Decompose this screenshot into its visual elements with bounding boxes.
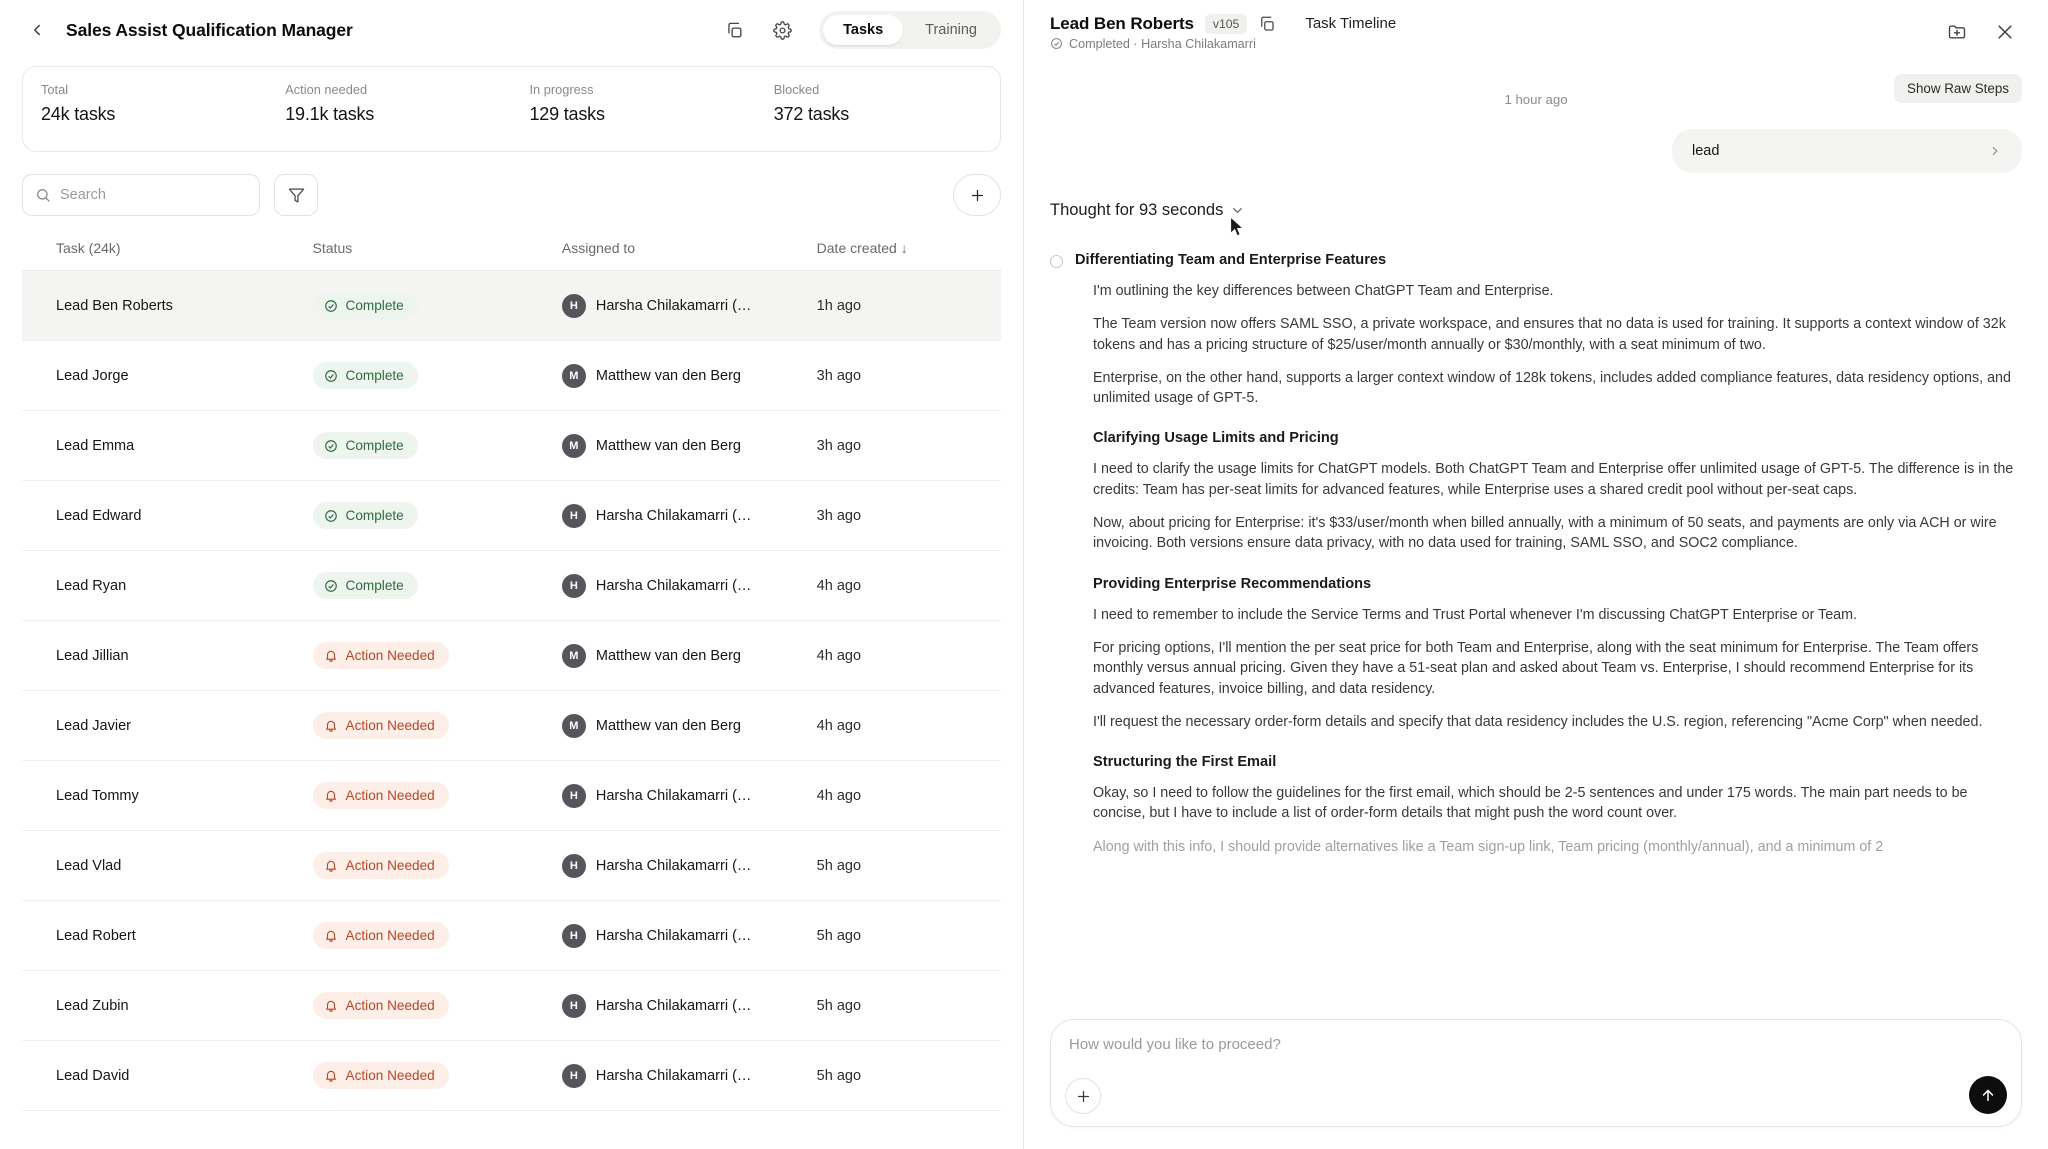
cell-task: Lead Jillian xyxy=(22,621,313,691)
column-header-date[interactable]: Date created ↓ xyxy=(817,230,1001,271)
stat-in-progress xyxy=(512,67,756,151)
cell-date xyxy=(817,971,1001,1041)
filter-icon[interactable] xyxy=(274,174,318,216)
conversation-timestamp: 1 hour ago xyxy=(1504,92,1568,107)
date-created: 1h ago xyxy=(816,297,862,314)
date-created: 4h ago xyxy=(816,577,862,594)
detail-header xyxy=(1024,0,2048,64)
table-row[interactable] xyxy=(22,411,1001,481)
table-row[interactable] xyxy=(22,341,1001,411)
detail-title-line xyxy=(1050,14,1396,34)
search-icon xyxy=(35,187,51,203)
step-heading-text: Differentiating Team and Enterprise Features xyxy=(1075,252,1387,268)
assignee-name: Harsha Chilakamarri (… xyxy=(595,927,752,944)
date-created: 3h ago xyxy=(816,507,862,524)
date-created: 5h ago xyxy=(816,927,862,944)
column-header-assigned[interactable]: Assigned to xyxy=(562,230,817,271)
cell-status xyxy=(313,551,562,621)
table-row[interactable] xyxy=(22,621,1001,691)
search-box[interactable] xyxy=(22,174,260,216)
avatar: M xyxy=(562,364,586,388)
assignee-name: Matthew van den Berg xyxy=(595,717,741,734)
cell-date xyxy=(817,831,1001,901)
column-header-status[interactable]: Status xyxy=(313,230,562,271)
plus-icon[interactable] xyxy=(1065,1078,1101,1114)
task-detail-pane xyxy=(1024,0,2048,1149)
stat-action-needed xyxy=(267,67,511,151)
status-badge: Action Needed xyxy=(313,712,449,739)
step-heading: Structuring the First Email xyxy=(1093,754,1277,771)
cell-date xyxy=(817,271,1001,341)
add-task-button[interactable] xyxy=(953,174,1001,216)
detail-status xyxy=(1050,37,1396,51)
bell-icon xyxy=(324,928,339,943)
assignee xyxy=(562,644,817,668)
date-created: 5h ago xyxy=(816,857,862,874)
cell-task: Lead Tommy xyxy=(22,761,313,831)
cell-assignee xyxy=(562,691,817,761)
assignee xyxy=(562,574,817,598)
avatar: H xyxy=(562,994,586,1018)
status-badge: Complete xyxy=(313,292,418,319)
step-heading: Providing Enterprise Recommendations xyxy=(1093,575,1372,592)
cell-task: Lead Emma xyxy=(22,411,313,481)
tasks-table-scroll[interactable] xyxy=(0,230,1023,1149)
step-paragraph: I need to remember to include the Service Terms and Trust Portal whenever I'm discussing ChatGPT Enterprise or Team. xyxy=(1093,606,1857,623)
avatar: M xyxy=(562,714,586,738)
assignee-name: Matthew van den Berg xyxy=(595,437,741,454)
date-created: 3h ago xyxy=(816,437,862,454)
avatar: H xyxy=(562,294,586,318)
user-message-bubble[interactable] xyxy=(1672,129,2022,173)
assignee-name: Harsha Chilakamarri (… xyxy=(595,507,752,524)
date-created: 4h ago xyxy=(816,717,862,734)
detail-title: Lead Ben Roberts xyxy=(1050,13,1194,33)
bell-icon xyxy=(324,648,339,663)
stat-value: 19.1k tasks xyxy=(285,104,375,124)
cell-status xyxy=(313,691,562,761)
step-paragraph: Enterprise, on the other hand, supports a larger context window of 128k tokens, includes added compliance features, data residency options, and unlimited usage of GPT-5. xyxy=(1093,369,2011,407)
stats-summary xyxy=(22,66,1001,152)
check-circle-icon xyxy=(324,298,339,313)
table-header-row xyxy=(22,230,1001,271)
thought-steps xyxy=(1024,234,2048,1019)
cell-status xyxy=(313,271,562,341)
assignee xyxy=(562,294,817,318)
cell-assignee xyxy=(562,761,817,831)
tab-tasks[interactable]: Tasks xyxy=(823,15,903,45)
step-paragraph: Now, about pricing for Enterprise: it's $33/user/month when billed annually, with a minimum of 50 seats, and payments are only via ACH or wire invoicing. Both versions ensure data privacy, with no data used for training, SAML SSO, and SOC2 compliance. xyxy=(1093,515,1997,552)
composer-box[interactable] xyxy=(1050,1019,2022,1127)
cell-status xyxy=(313,481,562,551)
table-row[interactable] xyxy=(22,761,1001,831)
step-paragraph: Okay, so I need to follow the guidelines for the first email, which should be 2-5 sentences and under 175 words. The main part needs to be concise, but I have to include a list of order-form details that might push the word count over. xyxy=(1093,785,1968,822)
cell-task: Lead Ben Roberts xyxy=(22,271,313,341)
page-title: Sales Assist Qualification Manager xyxy=(66,19,353,40)
tasks-table xyxy=(22,230,1001,1111)
status-badge: Action Needed xyxy=(313,642,449,669)
table-row[interactable] xyxy=(22,1041,1001,1111)
avatar: M xyxy=(562,644,586,668)
cell-date xyxy=(817,341,1001,411)
cell-task: Lead Jorge xyxy=(22,341,313,411)
date-created: 3h ago xyxy=(816,367,862,384)
assignee xyxy=(562,994,817,1018)
task-timeline-label: Task Timeline xyxy=(1305,15,1397,32)
step-paragraph: The Team version now offers SAML SSO, a private workspace, and ensures that no data is used for training. It supports a context window of 32k tokens and has a pricing structure of $25/user/month annually or $30/monthly, with a seat minimum of two. xyxy=(1093,316,2006,353)
cell-task: Lead Vlad xyxy=(22,831,313,901)
cell-status xyxy=(313,761,562,831)
step-paragraph: I'll request the necessary order-form details and specify that data residency includes the U.S. region, referencing "Acme Corp" when needed. xyxy=(1093,713,1983,730)
bell-icon xyxy=(324,858,339,873)
cell-assignee xyxy=(562,411,817,481)
back-icon[interactable] xyxy=(22,15,52,45)
avatar: H xyxy=(562,574,586,598)
cell-status xyxy=(313,971,562,1041)
stat-label: In progress xyxy=(529,82,594,97)
avatar: M xyxy=(562,434,586,458)
status-badge: Complete xyxy=(313,502,418,529)
cell-assignee xyxy=(562,901,817,971)
cell-date xyxy=(817,901,1001,971)
table-row[interactable] xyxy=(22,971,1001,1041)
cell-task: Lead Ryan xyxy=(22,551,313,621)
cell-task: Lead Javier xyxy=(22,691,313,761)
copy-icon[interactable] xyxy=(717,13,751,47)
cell-status xyxy=(313,411,562,481)
column-header-task[interactable]: Task (24k) xyxy=(22,230,313,271)
status-badge: Action Needed xyxy=(313,922,449,949)
cell-date xyxy=(817,761,1001,831)
check-circle-icon xyxy=(1050,37,1063,50)
stat-value: 129 tasks xyxy=(529,104,605,124)
status-badge: Action Needed xyxy=(313,992,449,1019)
composer-input[interactable]: How would you like to proceed? xyxy=(1069,1036,1281,1053)
assignee-name: Harsha Chilakamarri (… xyxy=(595,997,752,1014)
assignee xyxy=(562,364,817,388)
table-row[interactable] xyxy=(22,481,1001,551)
bell-icon xyxy=(324,1068,339,1083)
status-badge: Action Needed xyxy=(313,852,449,879)
gear-icon[interactable] xyxy=(765,13,799,47)
cell-assignee xyxy=(562,481,817,551)
assignee-name: Matthew van den Berg xyxy=(595,367,741,384)
status-badge: Complete xyxy=(313,362,418,389)
cell-assignee xyxy=(562,271,817,341)
assignee xyxy=(562,714,817,738)
stat-blocked xyxy=(756,67,1000,151)
cell-task: Lead Robert xyxy=(22,901,313,971)
step-paragraph: I'm outlining the key differences between ChatGPT Team and Enterprise. xyxy=(1093,283,1554,299)
table-row[interactable] xyxy=(22,901,1001,971)
assignee-name: Harsha Chilakamarri (… xyxy=(595,577,752,594)
cell-status xyxy=(313,901,562,971)
status-badge: Action Needed xyxy=(313,782,449,809)
cell-task: Lead Edward xyxy=(22,481,313,551)
step-bullet-icon xyxy=(1050,255,1063,268)
assignee-name: Harsha Chilakamarri (… xyxy=(595,297,752,314)
search-input[interactable] xyxy=(60,187,247,203)
cell-assignee xyxy=(562,621,817,691)
thought-label: Thought for 93 seconds xyxy=(1050,201,1224,219)
cell-status xyxy=(313,831,562,901)
cell-date xyxy=(817,551,1001,621)
date-created: 5h ago xyxy=(816,997,862,1014)
cell-date xyxy=(817,411,1001,481)
date-created: 4h ago xyxy=(816,787,862,804)
version-badge: v105 xyxy=(1205,14,1247,34)
assignee-name: Matthew van den Berg xyxy=(595,647,741,664)
assignee xyxy=(562,854,817,878)
stat-label: Action needed xyxy=(285,82,368,97)
chevron-right-icon[interactable] xyxy=(1988,144,2002,158)
cell-date xyxy=(817,481,1001,551)
check-circle-icon xyxy=(324,508,339,523)
date-created: 4h ago xyxy=(816,647,862,664)
cell-task: Lead David xyxy=(22,1041,313,1111)
bell-icon xyxy=(324,718,339,733)
tab-training[interactable]: Training xyxy=(925,22,977,38)
avatar: H xyxy=(562,504,586,528)
stat-value: 372 tasks xyxy=(773,104,849,124)
fading-paragraph: Along with this info, I should provide alternatives like a Team sign-up link, Team pricing (monthly/annual), and a minimum of 2 xyxy=(1093,838,1884,855)
date-created: 5h ago xyxy=(816,1067,862,1084)
tasks-toolbar xyxy=(0,152,1023,230)
cell-assignee xyxy=(562,1041,817,1111)
step-heading: Clarifying Usage Limits and Pricing xyxy=(1093,430,1339,447)
cell-assignee xyxy=(562,971,817,1041)
detail-status-text: Completed · Harsha Chilakamarri xyxy=(1069,36,1256,51)
table-row[interactable] xyxy=(22,551,1001,621)
avatar: H xyxy=(562,924,586,948)
cell-date xyxy=(817,691,1001,761)
assignee-name: Harsha Chilakamarri (… xyxy=(595,857,752,874)
folder-icon[interactable] xyxy=(1940,15,1974,49)
detail-title-block xyxy=(1050,14,1396,51)
copy-icon[interactable] xyxy=(1258,15,1276,33)
user-message-text: lead xyxy=(1692,143,1720,159)
left-header xyxy=(0,0,1023,60)
avatar: H xyxy=(562,854,586,878)
table-row[interactable] xyxy=(22,271,1001,341)
cell-status xyxy=(313,621,562,691)
cell-assignee xyxy=(562,341,817,411)
close-icon[interactable] xyxy=(1988,15,2022,49)
assignee-name: Harsha Chilakamarri (… xyxy=(595,1067,752,1084)
stat-label: Total xyxy=(41,82,69,97)
check-circle-icon xyxy=(324,578,339,593)
cell-date xyxy=(817,1041,1001,1111)
view-tabs xyxy=(819,11,1001,49)
assignee xyxy=(562,1064,817,1088)
assignee xyxy=(562,434,817,458)
thought-toggle[interactable] xyxy=(1050,201,2048,220)
bell-icon xyxy=(324,998,339,1013)
send-button[interactable] xyxy=(1969,1076,2007,1114)
tasks-table-body xyxy=(22,271,1001,1111)
table-row[interactable] xyxy=(22,691,1001,761)
step-paragraph: For pricing options, I'll mention the per seat price for both Team and Enterprise, along with the seat minimum for Enterprise. The Team offers monthly versus annual pricing. Given they have a 51-seat plan and asked about Team vs. Enterprise, I should recommend Enterprise for its advanced features, invoice billing, and data residency. xyxy=(1093,639,1979,697)
show-raw-steps-button[interactable]: Show Raw Steps xyxy=(1894,74,2022,103)
avatar: H xyxy=(562,1064,586,1088)
step-heading xyxy=(1050,252,2022,268)
assignee xyxy=(562,784,817,808)
cell-assignee xyxy=(562,551,817,621)
cell-status xyxy=(313,1041,562,1111)
cell-status xyxy=(313,341,562,411)
step-paragraph: I need to clarify the usage limits for ChatGPT models. Both ChatGPT Team and Enterprise offer unlimited usage of GPT-5. The difference is in the credits: Team has per-seat limits for advanced features, while Enterprise uses a shared credit pool without per-seat caps. xyxy=(1093,461,2014,498)
composer xyxy=(1024,1019,2048,1149)
assignee-name: Harsha Chilakamarri (… xyxy=(595,787,752,804)
status-badge: Action Needed xyxy=(313,1062,449,1089)
cell-task: Lead Zubin xyxy=(22,971,313,1041)
avatar: H xyxy=(562,784,586,808)
bell-icon xyxy=(324,788,339,803)
check-circle-icon xyxy=(324,438,339,453)
status-badge: Complete xyxy=(313,432,418,459)
steps-body xyxy=(1050,252,2022,824)
assignee xyxy=(562,924,817,948)
stat-value: 24k tasks xyxy=(41,104,116,124)
cell-date xyxy=(817,621,1001,691)
status-badge: Complete xyxy=(313,572,418,599)
assignee xyxy=(562,504,817,528)
stat-label: Blocked xyxy=(773,82,820,97)
stat-total xyxy=(23,67,267,151)
fade-mask xyxy=(1024,959,2048,1019)
check-circle-icon xyxy=(324,368,339,383)
cell-assignee xyxy=(562,831,817,901)
table-row[interactable] xyxy=(22,831,1001,901)
